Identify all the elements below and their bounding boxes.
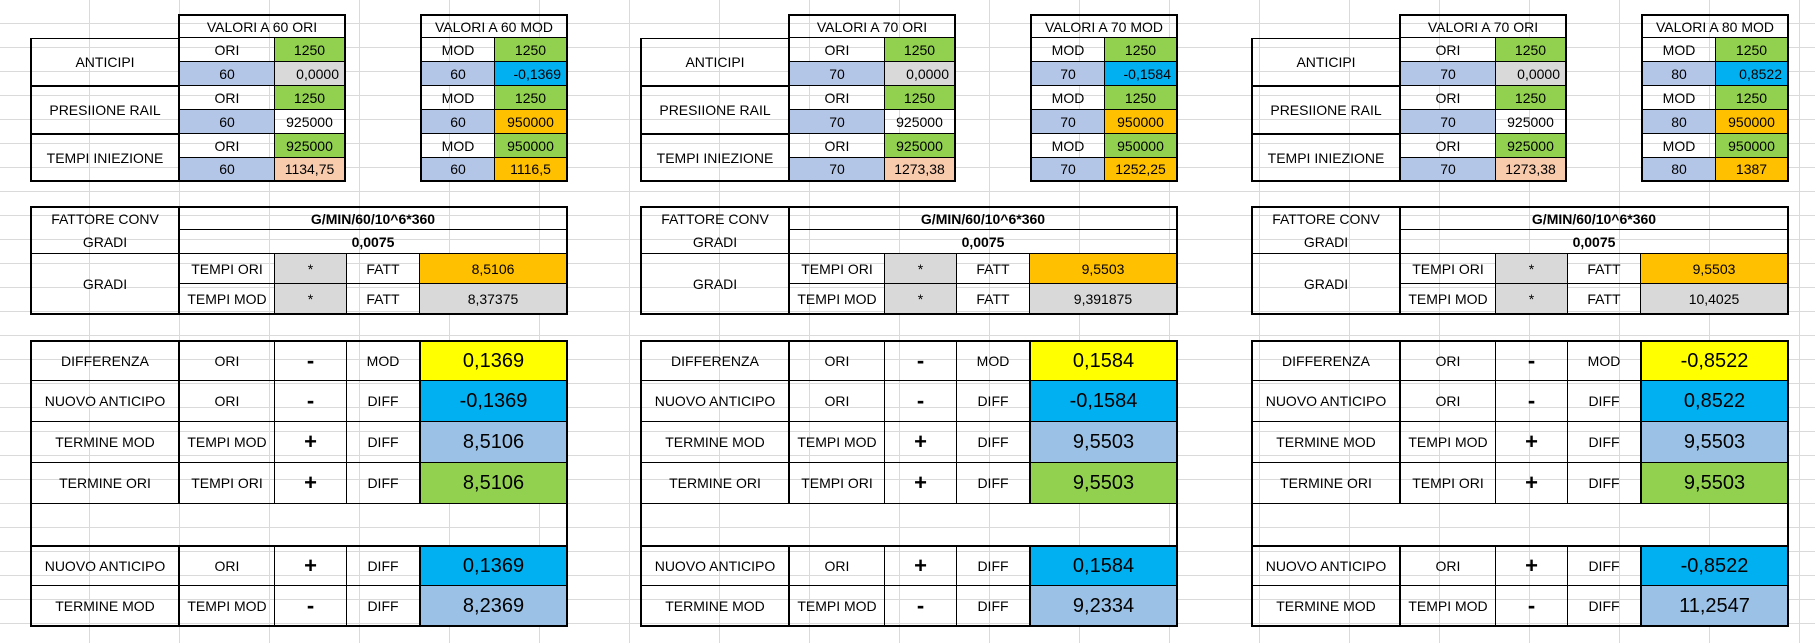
block-3-ori-press-top[interactable]: 1250 bbox=[1495, 86, 1567, 110]
block-2-label-pressione-rail[interactable]: PRESIIONE RAIL bbox=[640, 86, 788, 134]
block-2-row-1-operand-a[interactable]: ORI bbox=[788, 340, 884, 381]
block-1-ori-tempi-rpm[interactable]: 60 bbox=[178, 158, 274, 182]
block-3-row-5-operand-a[interactable]: ORI bbox=[1399, 545, 1495, 586]
block-1-label-anticipi[interactable]: ANTICIPI bbox=[30, 38, 178, 86]
block-1-mod-tempi-rpm[interactable]: 60 bbox=[420, 158, 494, 182]
block-3-row-3-operand-b[interactable]: DIFF bbox=[1567, 422, 1640, 463]
block-1-row-6-operand-b[interactable]: DIFF bbox=[346, 586, 419, 627]
block-1-mod-press-value[interactable]: 950000 bbox=[494, 110, 568, 134]
block-1-gradi-label-2[interactable]: GRADI bbox=[30, 254, 178, 315]
block-1-row-1-label[interactable]: DIFFERENZA bbox=[30, 340, 178, 381]
block-2-row-5-operand-a[interactable]: ORI bbox=[788, 545, 884, 586]
block-2-row-1-operand-b[interactable]: MOD bbox=[956, 340, 1029, 381]
block-1-row-1-operand-b[interactable]: MOD bbox=[346, 340, 419, 381]
block-1-ori-tempi-top[interactable]: 925000 bbox=[274, 134, 346, 158]
block-3-gradi-mod-fatt[interactable]: FATT bbox=[1567, 284, 1640, 315]
block-2-row-6-operand-a[interactable]: TEMPI MOD bbox=[788, 586, 884, 627]
block-1-row-4-operator[interactable]: + bbox=[274, 463, 346, 504]
block-3-gradi-ori-label[interactable]: TEMPI ORI bbox=[1399, 254, 1495, 284]
block-2-row-1-label[interactable]: DIFFERENZA bbox=[640, 340, 788, 381]
block-3-row-2-operand-b[interactable]: DIFF bbox=[1567, 381, 1640, 422]
block-2-gradi-label-1[interactable]: GRADI bbox=[640, 230, 788, 254]
block-3-row-6-operator[interactable]: - bbox=[1495, 586, 1567, 627]
block-3-fattore-conv-label[interactable]: FATTORE CONV bbox=[1251, 206, 1399, 230]
block-1-row-1-operator[interactable]: - bbox=[274, 340, 346, 381]
block-3-row-5-label[interactable]: NUOVO ANTICIPO bbox=[1251, 545, 1399, 586]
block-2-spacer-row[interactable] bbox=[640, 504, 1178, 545]
block-2-mod-tempi-rpm[interactable]: 70 bbox=[1030, 158, 1104, 182]
block-1-row-5-operator[interactable]: + bbox=[274, 545, 346, 586]
block-3-row-1-label[interactable]: DIFFERENZA bbox=[1251, 340, 1399, 381]
block-1-gradi-ori-fatt[interactable]: FATT bbox=[346, 254, 419, 284]
block-2-gradi-ori-star[interactable]: * bbox=[884, 254, 956, 284]
block-1-row-4-label[interactable]: TERMINE ORI bbox=[30, 463, 178, 504]
block-1-gradi-ori-label[interactable]: TEMPI ORI bbox=[178, 254, 274, 284]
block-2-row-2-operator[interactable]: - bbox=[884, 381, 956, 422]
block-1-row-6-result[interactable]: 8,2369 bbox=[419, 586, 568, 627]
block-3-ori-tempi-label[interactable]: ORI bbox=[1399, 134, 1495, 158]
block-3-formula[interactable]: G/MIN/60/10^6*360 bbox=[1399, 206, 1789, 230]
block-3-row-2-operand-a[interactable]: ORI bbox=[1399, 381, 1495, 422]
block-1-header-ori[interactable]: VALORI A 60 ORI bbox=[178, 14, 346, 38]
block-2-row-4-result[interactable]: 9,5503 bbox=[1029, 463, 1178, 504]
block-1-row-2-operand-b[interactable]: DIFF bbox=[346, 381, 419, 422]
block-1-row-3-result[interactable]: 8,5106 bbox=[419, 422, 568, 463]
block-2-row-6-operator[interactable]: - bbox=[884, 586, 956, 627]
block-3-ori-ant-top[interactable]: 1250 bbox=[1495, 38, 1567, 62]
block-1-mod-ant-rpm[interactable]: 60 bbox=[420, 62, 494, 86]
block-3-mod-ant-label[interactable]: MOD bbox=[1641, 38, 1715, 62]
block-3-gradi-label-1[interactable]: GRADI bbox=[1251, 230, 1399, 254]
block-3-spacer-row[interactable] bbox=[1251, 504, 1789, 545]
block-1-row-2-label[interactable]: NUOVO ANTICIPO bbox=[30, 381, 178, 422]
block-1-label-tempi-iniezione[interactable]: TEMPI INIEZIONE bbox=[30, 134, 178, 182]
block-1-header-mod[interactable]: VALORI A 60 MOD bbox=[420, 14, 568, 38]
block-1-row-3-operand-a[interactable]: TEMPI MOD bbox=[178, 422, 274, 463]
block-1-mod-tempi-value[interactable]: 1116,5 bbox=[494, 158, 568, 182]
block-3-mod-tempi-rpm[interactable]: 80 bbox=[1641, 158, 1715, 182]
block-1-mod-tempi-top[interactable]: 950000 bbox=[494, 134, 568, 158]
block-1-ori-press-label[interactable]: ORI bbox=[178, 86, 274, 110]
block-3-row-3-operator[interactable]: + bbox=[1495, 422, 1567, 463]
block-3-mod-tempi-top[interactable]: 950000 bbox=[1715, 134, 1789, 158]
block-3-ori-tempi-rpm[interactable]: 70 bbox=[1399, 158, 1495, 182]
block-1-mod-ant-top[interactable]: 1250 bbox=[494, 38, 568, 62]
block-3-row-3-result[interactable]: 9,5503 bbox=[1640, 422, 1789, 463]
block-3-mod-ant-top[interactable]: 1250 bbox=[1715, 38, 1789, 62]
block-3-ori-tempi-top[interactable]: 925000 bbox=[1495, 134, 1567, 158]
block-2-gradi-ori-value[interactable]: 9,5503 bbox=[1029, 254, 1178, 284]
block-2-ori-press-label[interactable]: ORI bbox=[788, 86, 884, 110]
block-2-row-6-result[interactable]: 9,2334 bbox=[1029, 586, 1178, 627]
block-3-header-mod[interactable]: VALORI A 80 MOD bbox=[1641, 14, 1789, 38]
block-2-row-2-result[interactable]: -0,1584 bbox=[1029, 381, 1178, 422]
block-2-row-5-label[interactable]: NUOVO ANTICIPO bbox=[640, 545, 788, 586]
block-3-row-6-operand-a[interactable]: TEMPI MOD bbox=[1399, 586, 1495, 627]
block-1-row-2-result[interactable]: -0,1369 bbox=[419, 381, 568, 422]
block-3-row-3-operand-a[interactable]: TEMPI MOD bbox=[1399, 422, 1495, 463]
block-3-row-6-operand-b[interactable]: DIFF bbox=[1567, 586, 1640, 627]
block-2-mod-tempi-top[interactable]: 950000 bbox=[1104, 134, 1178, 158]
block-2-factor-value[interactable]: 0,0075 bbox=[788, 230, 1178, 254]
block-3-row-6-label[interactable]: TERMINE MOD bbox=[1251, 586, 1399, 627]
block-2-ori-tempi-top[interactable]: 925000 bbox=[884, 134, 956, 158]
block-1-factor-value[interactable]: 0,0075 bbox=[178, 230, 568, 254]
block-3-row-1-operator[interactable]: - bbox=[1495, 340, 1567, 381]
block-3-ori-press-rpm[interactable]: 70 bbox=[1399, 110, 1495, 134]
block-2-gradi-mod-fatt[interactable]: FATT bbox=[956, 284, 1029, 315]
block-2-mod-ant-label[interactable]: MOD bbox=[1030, 38, 1104, 62]
block-3-ori-press-label[interactable]: ORI bbox=[1399, 86, 1495, 110]
block-1-row-4-operand-b[interactable]: DIFF bbox=[346, 463, 419, 504]
block-1-gradi-mod-value[interactable]: 8,37375 bbox=[419, 284, 568, 315]
block-2-row-2-label[interactable]: NUOVO ANTICIPO bbox=[640, 381, 788, 422]
block-2-gradi-mod-value[interactable]: 9,391875 bbox=[1029, 284, 1178, 315]
block-2-row-3-operand-b[interactable]: DIFF bbox=[956, 422, 1029, 463]
block-2-row-4-operator[interactable]: + bbox=[884, 463, 956, 504]
block-2-row-4-operand-b[interactable]: DIFF bbox=[956, 463, 1029, 504]
block-1-ori-ant-value[interactable]: 0,0000 bbox=[274, 62, 346, 86]
block-1-fattore-conv-label[interactable]: FATTORE CONV bbox=[30, 206, 178, 230]
block-2-mod-tempi-value[interactable]: 1252,25 bbox=[1104, 158, 1178, 182]
block-1-ori-tempi-value[interactable]: 1134,75 bbox=[274, 158, 346, 182]
block-1-ori-press-value[interactable]: 925000 bbox=[274, 110, 346, 134]
block-3-row-4-operator[interactable]: + bbox=[1495, 463, 1567, 504]
block-1-row-6-operator[interactable]: - bbox=[274, 586, 346, 627]
block-1-row-1-operand-a[interactable]: ORI bbox=[178, 340, 274, 381]
block-2-row-6-operand-b[interactable]: DIFF bbox=[956, 586, 1029, 627]
block-2-mod-tempi-label[interactable]: MOD bbox=[1030, 134, 1104, 158]
block-2-header-mod[interactable]: VALORI A 70 MOD bbox=[1030, 14, 1178, 38]
block-3-ori-ant-rpm[interactable]: 70 bbox=[1399, 62, 1495, 86]
block-1-mod-ant-value[interactable]: -0,1369 bbox=[494, 62, 568, 86]
block-2-ori-press-top[interactable]: 1250 bbox=[884, 86, 956, 110]
block-3-row-5-operand-b[interactable]: DIFF bbox=[1567, 545, 1640, 586]
block-2-header-ori[interactable]: VALORI A 70 ORI bbox=[788, 14, 956, 38]
block-3-mod-tempi-label[interactable]: MOD bbox=[1641, 134, 1715, 158]
block-1-row-5-operand-a[interactable]: ORI bbox=[178, 545, 274, 586]
block-2-row-4-operand-a[interactable]: TEMPI ORI bbox=[788, 463, 884, 504]
block-2-mod-press-value[interactable]: 950000 bbox=[1104, 110, 1178, 134]
block-3-mod-ant-rpm[interactable]: 80 bbox=[1641, 62, 1715, 86]
block-1-gradi-ori-star[interactable]: * bbox=[274, 254, 346, 284]
block-3-mod-press-value[interactable]: 950000 bbox=[1715, 110, 1789, 134]
block-3-row-1-result[interactable]: -0,8522 bbox=[1640, 340, 1789, 381]
block-3-row-4-result[interactable]: 9,5503 bbox=[1640, 463, 1789, 504]
block-2-ori-ant-top[interactable]: 1250 bbox=[884, 38, 956, 62]
block-2-label-tempi-iniezione[interactable]: TEMPI INIEZIONE bbox=[640, 134, 788, 182]
block-1-row-1-result[interactable]: 0,1369 bbox=[419, 340, 568, 381]
block-3-gradi-mod-label[interactable]: TEMPI MOD bbox=[1399, 284, 1495, 315]
block-1-ori-press-top[interactable]: 1250 bbox=[274, 86, 346, 110]
block-2-ori-tempi-value[interactable]: 1273,38 bbox=[884, 158, 956, 182]
block-1-ori-tempi-label[interactable]: ORI bbox=[178, 134, 274, 158]
block-3-row-4-operand-b[interactable]: DIFF bbox=[1567, 463, 1640, 504]
block-3-label-anticipi[interactable]: ANTICIPI bbox=[1251, 38, 1399, 86]
block-2-row-5-operand-b[interactable]: DIFF bbox=[956, 545, 1029, 586]
block-2-gradi-ori-label[interactable]: TEMPI ORI bbox=[788, 254, 884, 284]
block-2-fattore-conv-label[interactable]: FATTORE CONV bbox=[640, 206, 788, 230]
block-1-ori-ant-top[interactable]: 1250 bbox=[274, 38, 346, 62]
block-1-spacer-row[interactable] bbox=[30, 504, 568, 545]
block-1-gradi-mod-fatt[interactable]: FATT bbox=[346, 284, 419, 315]
block-3-mod-ant-value[interactable]: 0,8522 bbox=[1715, 62, 1789, 86]
block-3-row-2-operator[interactable]: - bbox=[1495, 381, 1567, 422]
block-3-mod-press-rpm[interactable]: 80 bbox=[1641, 110, 1715, 134]
block-3-row-3-label[interactable]: TERMINE MOD bbox=[1251, 422, 1399, 463]
block-2-row-1-operator[interactable]: - bbox=[884, 340, 956, 381]
block-2-mod-press-label[interactable]: MOD bbox=[1030, 86, 1104, 110]
block-1-mod-tempi-label[interactable]: MOD bbox=[420, 134, 494, 158]
block-2-formula[interactable]: G/MIN/60/10^6*360 bbox=[788, 206, 1178, 230]
block-3-row-4-operand-a[interactable]: TEMPI ORI bbox=[1399, 463, 1495, 504]
block-1-ori-press-rpm[interactable]: 60 bbox=[178, 110, 274, 134]
block-2-ori-ant-label[interactable]: ORI bbox=[788, 38, 884, 62]
block-2-ori-press-value[interactable]: 925000 bbox=[884, 110, 956, 134]
block-2-row-3-result[interactable]: 9,5503 bbox=[1029, 422, 1178, 463]
block-1-row-4-operand-a[interactable]: TEMPI ORI bbox=[178, 463, 274, 504]
block-2-row-3-operand-a[interactable]: TEMPI MOD bbox=[788, 422, 884, 463]
block-3-row-6-result[interactable]: 11,2547 bbox=[1640, 586, 1789, 627]
block-1-gradi-ori-value[interactable]: 8,5106 bbox=[419, 254, 568, 284]
block-2-row-3-operator[interactable]: + bbox=[884, 422, 956, 463]
block-2-gradi-mod-label[interactable]: TEMPI MOD bbox=[788, 284, 884, 315]
block-1-row-5-result[interactable]: 0,1369 bbox=[419, 545, 568, 586]
block-3-row-2-label[interactable]: NUOVO ANTICIPO bbox=[1251, 381, 1399, 422]
block-2-ori-tempi-label[interactable]: ORI bbox=[788, 134, 884, 158]
block-3-label-tempi-iniezione[interactable]: TEMPI INIEZIONE bbox=[1251, 134, 1399, 182]
block-2-row-5-operator[interactable]: + bbox=[884, 545, 956, 586]
block-3-header-ori[interactable]: VALORI A 70 ORI bbox=[1399, 14, 1567, 38]
block-1-gradi-mod-label[interactable]: TEMPI MOD bbox=[178, 284, 274, 315]
block-1-row-3-label[interactable]: TERMINE MOD bbox=[30, 422, 178, 463]
block-3-gradi-ori-star[interactable]: * bbox=[1495, 254, 1567, 284]
block-1-row-6-label[interactable]: TERMINE MOD bbox=[30, 586, 178, 627]
block-3-gradi-mod-value[interactable]: 10,4025 bbox=[1640, 284, 1789, 315]
block-1-ori-ant-rpm[interactable]: 60 bbox=[178, 62, 274, 86]
block-2-gradi-label-2[interactable]: GRADI bbox=[640, 254, 788, 315]
block-2-label-anticipi[interactable]: ANTICIPI bbox=[640, 38, 788, 86]
block-1-mod-ant-label[interactable]: MOD bbox=[420, 38, 494, 62]
block-3-mod-press-label[interactable]: MOD bbox=[1641, 86, 1715, 110]
block-3-row-1-operand-a[interactable]: ORI bbox=[1399, 340, 1495, 381]
block-3-ori-ant-label[interactable]: ORI bbox=[1399, 38, 1495, 62]
block-3-row-4-label[interactable]: TERMINE ORI bbox=[1251, 463, 1399, 504]
block-3-gradi-mod-star[interactable]: * bbox=[1495, 284, 1567, 315]
block-2-gradi-mod-star[interactable]: * bbox=[884, 284, 956, 315]
block-3-factor-value[interactable]: 0,0075 bbox=[1399, 230, 1789, 254]
block-3-row-5-result[interactable]: -0,8522 bbox=[1640, 545, 1789, 586]
block-2-row-6-label[interactable]: TERMINE MOD bbox=[640, 586, 788, 627]
block-2-gradi-ori-fatt[interactable]: FATT bbox=[956, 254, 1029, 284]
block-1-row-3-operand-b[interactable]: DIFF bbox=[346, 422, 419, 463]
block-1-gradi-mod-star[interactable]: * bbox=[274, 284, 346, 315]
block-3-ori-press-value[interactable]: 925000 bbox=[1495, 110, 1567, 134]
block-1-row-3-operator[interactable]: + bbox=[274, 422, 346, 463]
block-1-row-2-operator[interactable]: - bbox=[274, 381, 346, 422]
block-1-gradi-label-1[interactable]: GRADI bbox=[30, 230, 178, 254]
block-3-mod-press-top[interactable]: 1250 bbox=[1715, 86, 1789, 110]
block-3-label-pressione-rail[interactable]: PRESIIONE RAIL bbox=[1251, 86, 1399, 134]
block-1-row-2-operand-a[interactable]: ORI bbox=[178, 381, 274, 422]
block-2-row-4-label[interactable]: TERMINE ORI bbox=[640, 463, 788, 504]
block-3-gradi-label-2[interactable]: GRADI bbox=[1251, 254, 1399, 315]
block-3-row-1-operand-b[interactable]: MOD bbox=[1567, 340, 1640, 381]
block-2-row-3-label[interactable]: TERMINE MOD bbox=[640, 422, 788, 463]
block-1-mod-press-top[interactable]: 1250 bbox=[494, 86, 568, 110]
block-3-gradi-ori-value[interactable]: 9,5503 bbox=[1640, 254, 1789, 284]
block-3-row-5-operator[interactable]: + bbox=[1495, 545, 1567, 586]
block-2-row-2-operand-a[interactable]: ORI bbox=[788, 381, 884, 422]
block-3-ori-ant-value[interactable]: 0,0000 bbox=[1495, 62, 1567, 86]
block-2-row-2-operand-b[interactable]: DIFF bbox=[956, 381, 1029, 422]
block-3-ori-tempi-value[interactable]: 1273,38 bbox=[1495, 158, 1567, 182]
block-3-mod-tempi-value[interactable]: 1387 bbox=[1715, 158, 1789, 182]
block-2-row-5-result[interactable]: 0,1584 bbox=[1029, 545, 1178, 586]
block-1-mod-press-rpm[interactable]: 60 bbox=[420, 110, 494, 134]
block-1-label-pressione-rail[interactable]: PRESIIONE RAIL bbox=[30, 86, 178, 134]
block-2-ori-press-rpm[interactable]: 70 bbox=[788, 110, 884, 134]
block-1-ori-ant-label[interactable]: ORI bbox=[178, 38, 274, 62]
block-2-mod-ant-value[interactable]: -0,1584 bbox=[1104, 62, 1178, 86]
block-1-row-4-result[interactable]: 8,5106 bbox=[419, 463, 568, 504]
block-2-mod-ant-top[interactable]: 1250 bbox=[1104, 38, 1178, 62]
block-2-ori-ant-rpm[interactable]: 70 bbox=[788, 62, 884, 86]
block-1-row-5-label[interactable]: NUOVO ANTICIPO bbox=[30, 545, 178, 586]
block-1-row-6-operand-a[interactable]: TEMPI MOD bbox=[178, 586, 274, 627]
block-2-mod-press-rpm[interactable]: 70 bbox=[1030, 110, 1104, 134]
block-1-mod-press-label[interactable]: MOD bbox=[420, 86, 494, 110]
block-1-row-5-operand-b[interactable]: DIFF bbox=[346, 545, 419, 586]
block-2-mod-press-top[interactable]: 1250 bbox=[1104, 86, 1178, 110]
block-2-ori-ant-value[interactable]: 0,0000 bbox=[884, 62, 956, 86]
block-3-row-2-result[interactable]: 0,8522 bbox=[1640, 381, 1789, 422]
block-2-row-1-result[interactable]: 0,1584 bbox=[1029, 340, 1178, 381]
block-2-ori-tempi-rpm[interactable]: 70 bbox=[788, 158, 884, 182]
block-3-gradi-ori-fatt[interactable]: FATT bbox=[1567, 254, 1640, 284]
block-1-formula[interactable]: G/MIN/60/10^6*360 bbox=[178, 206, 568, 230]
block-2-mod-ant-rpm[interactable]: 70 bbox=[1030, 62, 1104, 86]
